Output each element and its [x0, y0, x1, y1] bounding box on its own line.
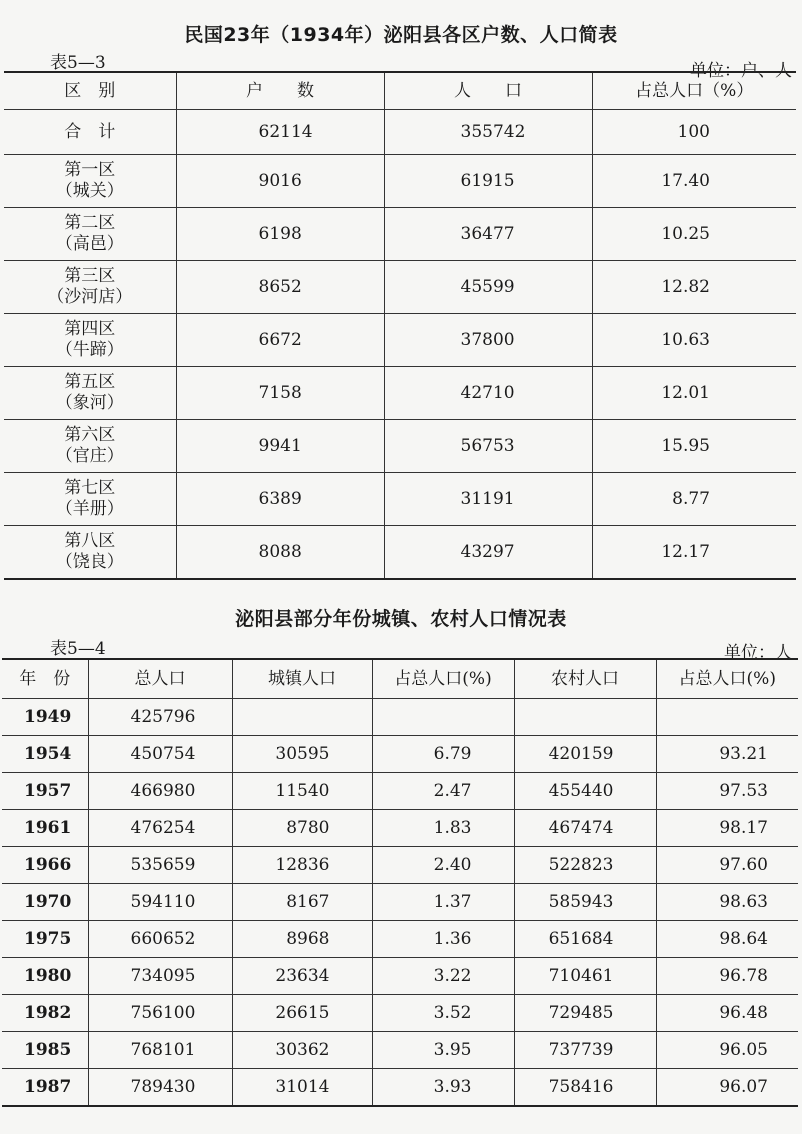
table-row	[4, 155, 796, 208]
urban-percent-cell: 1.36	[372, 921, 514, 958]
rural-percent-cell: 93.21	[656, 736, 798, 773]
district-place: （饶良）	[55, 552, 124, 572]
district-place: （城关）	[55, 181, 124, 201]
table-row	[2, 773, 798, 810]
urban-cell: 30595	[232, 736, 372, 773]
table-row	[4, 367, 796, 420]
total-cell: 756100	[88, 995, 232, 1032]
rural-percent-cell: 98.64	[656, 921, 798, 958]
percent-cell: 8.77	[592, 473, 796, 526]
rural-cell: 585943	[514, 884, 656, 921]
rural-cell	[514, 699, 656, 736]
urban-percent-cell: 3.52	[372, 995, 514, 1032]
district-name: 第一区	[64, 160, 116, 180]
district-place: （官庄）	[55, 446, 124, 466]
households-cell: 7158	[176, 367, 384, 420]
percent-cell: 12.01	[592, 367, 796, 420]
total-cell: 660652	[88, 921, 232, 958]
urban-cell: 8968	[232, 921, 372, 958]
urban-cell: 23634	[232, 958, 372, 995]
urban-cell: 8780	[232, 810, 372, 847]
rural-percent-cell	[656, 699, 798, 736]
year-cell: 1987	[2, 1069, 88, 1107]
households-cell: 8652	[176, 261, 384, 314]
district-cell	[4, 208, 176, 261]
rural-cell: 522823	[514, 847, 656, 884]
district-name: 第八区	[64, 531, 116, 551]
urban-percent-cell: 2.47	[372, 773, 514, 810]
population-cell: 45599	[384, 261, 592, 314]
urban-percent-cell: 3.93	[372, 1069, 514, 1107]
rural-percent-cell: 98.63	[656, 884, 798, 921]
table-row	[2, 1032, 798, 1069]
table-row	[4, 261, 796, 314]
urban-cell: 30362	[232, 1032, 372, 1069]
total-population: 355742	[384, 110, 592, 155]
rural-cell: 737739	[514, 1032, 656, 1069]
table1-title: 民国23年（1934年）泌阳县各区户数、人口简表	[184, 24, 618, 46]
percent-cell: 10.25	[592, 208, 796, 261]
rural-percent-cell: 96.07	[656, 1069, 798, 1107]
district-place: （象河）	[55, 393, 124, 413]
total-cell: 466980	[88, 773, 232, 810]
year-cell: 1970	[2, 884, 88, 921]
year-cell: 1954	[2, 736, 88, 773]
rural-percent-cell: 96.48	[656, 995, 798, 1032]
rural-cell: 420159	[514, 736, 656, 773]
district-cell	[4, 526, 176, 580]
header-year: 年 份	[2, 659, 88, 699]
table-row	[2, 1069, 798, 1107]
rural-cell: 710461	[514, 958, 656, 995]
district-place: （高邑）	[55, 234, 124, 254]
district-place: （牛蹄）	[55, 340, 124, 360]
district-cell	[4, 155, 176, 208]
year-cell: 1949	[2, 699, 88, 736]
table-row	[2, 921, 798, 958]
district-name: 第七区	[64, 478, 116, 498]
district-cell	[4, 314, 176, 367]
population-cell: 61915	[384, 155, 592, 208]
rural-percent-cell: 97.60	[656, 847, 798, 884]
header-households: 户 数	[176, 72, 384, 110]
table-row	[2, 995, 798, 1032]
year-cell: 1975	[2, 921, 88, 958]
header-percent: 占总人口（%）	[592, 72, 796, 110]
header-rural-population: 农村人口	[514, 659, 656, 699]
district-place: （羊册）	[55, 499, 124, 519]
population-cell: 31191	[384, 473, 592, 526]
district-cell	[4, 473, 176, 526]
urban-percent-cell	[372, 699, 514, 736]
district-cell	[4, 261, 176, 314]
population-cell: 42710	[384, 367, 592, 420]
table1-unit: 单位：户、人	[690, 61, 792, 81]
percent-cell: 12.17	[592, 526, 796, 580]
rural-cell: 467474	[514, 810, 656, 847]
urban-percent-cell: 2.40	[372, 847, 514, 884]
households-cell: 9016	[176, 155, 384, 208]
district-cell	[4, 420, 176, 473]
total-households: 62114	[176, 110, 384, 155]
urban-cell: 26615	[232, 995, 372, 1032]
table1-number: 表5—3	[50, 53, 106, 73]
percent-cell: 12.82	[592, 261, 796, 314]
households-cell: 6672	[176, 314, 384, 367]
percent-cell: 17.40	[592, 155, 796, 208]
table-row	[4, 420, 796, 473]
urban-percent-cell: 6.79	[372, 736, 514, 773]
rural-cell: 455440	[514, 773, 656, 810]
total-label: 合 计	[4, 110, 176, 155]
population-cell: 37800	[384, 314, 592, 367]
table-row	[2, 736, 798, 773]
header-total-population: 总人口	[88, 659, 232, 699]
urban-cell	[232, 699, 372, 736]
rural-percent-cell: 96.78	[656, 958, 798, 995]
header-district: 区 别	[4, 72, 176, 110]
total-cell: 425796	[88, 699, 232, 736]
table2-title: 泌阳县部分年份城镇、农村人口情况表	[235, 608, 567, 630]
year-cell: 1980	[2, 958, 88, 995]
total-cell: 734095	[88, 958, 232, 995]
header-urban-percent: 占总人口(%)	[372, 659, 514, 699]
urban-cell: 12836	[232, 847, 372, 884]
rural-cell: 729485	[514, 995, 656, 1032]
rural-percent-cell: 97.53	[656, 773, 798, 810]
district-population-table	[4, 71, 796, 580]
header-rural-percent: 占总人口(%)	[656, 659, 798, 699]
district-place: （沙河店）	[47, 287, 133, 307]
table-row	[4, 473, 796, 526]
year-cell: 1985	[2, 1032, 88, 1069]
households-cell: 6389	[176, 473, 384, 526]
table-row	[2, 810, 798, 847]
total-cell: 594110	[88, 884, 232, 921]
percent-cell: 10.63	[592, 314, 796, 367]
header-urban-population: 城镇人口	[232, 659, 372, 699]
urban-percent-cell: 1.83	[372, 810, 514, 847]
district-name: 第四区	[64, 319, 116, 339]
table-row	[2, 847, 798, 884]
households-cell: 9941	[176, 420, 384, 473]
district-cell	[4, 367, 176, 420]
table-row	[2, 699, 798, 736]
urban-cell: 31014	[232, 1069, 372, 1107]
district-name: 第五区	[64, 372, 116, 392]
total-percent: 100	[592, 110, 796, 155]
rural-percent-cell: 98.17	[656, 810, 798, 847]
total-cell: 535659	[88, 847, 232, 884]
table-row	[4, 526, 796, 580]
percent-cell: 15.95	[592, 420, 796, 473]
district-name: 第三区	[64, 266, 116, 286]
table2-number: 表5—4	[50, 639, 106, 659]
urban-cell: 11540	[232, 773, 372, 810]
total-cell: 789430	[88, 1069, 232, 1107]
table1-total-row	[4, 110, 796, 155]
table-row	[2, 884, 798, 921]
district-name: 第六区	[64, 425, 116, 445]
total-cell: 768101	[88, 1032, 232, 1069]
households-cell: 6198	[176, 208, 384, 261]
urban-percent-cell: 1.37	[372, 884, 514, 921]
district-name: 第二区	[64, 213, 116, 233]
urban-percent-cell: 3.22	[372, 958, 514, 995]
table2-unit: 单位：人	[724, 643, 792, 663]
table-row	[4, 208, 796, 261]
total-cell: 476254	[88, 810, 232, 847]
table-row	[4, 314, 796, 367]
urban-cell: 8167	[232, 884, 372, 921]
households-cell: 8088	[176, 526, 384, 580]
population-cell: 56753	[384, 420, 592, 473]
year-cell: 1982	[2, 995, 88, 1032]
table1-header-row	[4, 72, 796, 110]
population-cell: 36477	[384, 208, 592, 261]
rural-cell: 651684	[514, 921, 656, 958]
year-cell: 1957	[2, 773, 88, 810]
table-row	[2, 958, 798, 995]
urban-percent-cell: 3.95	[372, 1032, 514, 1069]
table2-header-row	[2, 659, 798, 699]
total-cell: 450754	[88, 736, 232, 773]
rural-percent-cell: 96.05	[656, 1032, 798, 1069]
header-population: 人 口	[384, 72, 592, 110]
year-cell: 1966	[2, 847, 88, 884]
rural-cell: 758416	[514, 1069, 656, 1107]
urban-rural-population-table	[2, 658, 798, 1107]
population-cell: 43297	[384, 526, 592, 580]
year-cell: 1961	[2, 810, 88, 847]
